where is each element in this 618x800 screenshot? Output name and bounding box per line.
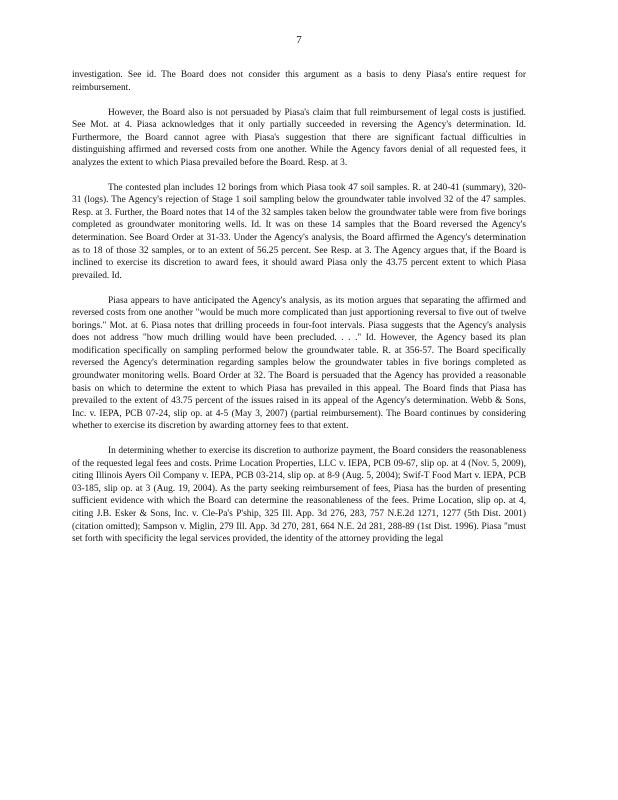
paragraph-continued-investigation: investigation. See id. The Board does not consider this argument as a basis to deny Piasa's entire request for reimbursement. (72, 70, 526, 93)
paragraph-full-reimbursement: However, the Board also is not persuaded by Piasa's claim that full reimbursement of legal costs is justified. See Mot. at 4. Piasa acknowledges that it only partially succeeded in reversing the Agency's determination. Id. Furthermore, the Board cannot agree with Piasa's suggestion that there are significant factual difficulties in distinguishing affirmed and reversed costs from one another. While the Agency favors denial of all requested fees, it analyzes the extent to which Piasa prevailed before the Board. Resp. at 3. (72, 107, 526, 168)
paragraph-contested-plan: The contested plan includes 12 borings from which Piasa took 47 soil samples. R. at 240-41 (summary), 320-31 (logs). The Agency's rejection of Stage 1 soil sampling below the groundwater table involved 32 of the 47 samples. Resp. at 3. Further, the Board notes that 14 of the 32 samples taken below the groundwater table were from five borings completed as groundwater monitoring wells. Id. It was on these 14 samples that the Board reversed the Agency's determination. See Board Order at 31-33. Under the Agency's analysis, the Board affirmed the Agency's determination as to 18 of those 32 samples, or to an extent of 56.25 percent. See Resp. at 3. The Agency argues that, if the Board is inclined to exercise its discretion to award fees, it should award Piasa only the 43.75 percent extent to which Piasa prevailed. Id. (72, 182, 526, 281)
page-number: 7 (296, 34, 302, 46)
paragraph-reasonableness: In determining whether to exercise its discretion to authorize payment, the Board considers the reasonableness of the requested legal fees and costs. Prime Location Properties, LLC v. IEPA, PCB 09-67, slip op. at 4 (Nov. 5, 2009), citing Illinois Ayers Oil Company v. IEPA, PCB 03-214, slip op. at 8-9 (Aug. 5, 2004); Swif-T Food Mart v. IEPA, PCB 03-185, slip op. at 3 (Aug. 19, 2004). As the party seeking reimbursement of fees, Piasa has the burden of presenting sufficient evidence with which the Board can determine the reasonableness of the fees. Prime Location, slip op. at 4, citing J.B. Esker & Sons, Inc. v. Cle-Pa's P'ship, 325 Ill. App. 3d 276, 283, 757 N.E.2d 1271, 1277 (5th Dist. 2001) (citation omitted); Sampson v. Miglin, 279 Ill. App. 3d 270, 281, 664 N.E. 2d 281, 288-89 (1st Dist. 1996). Piasa "must set forth with specificity the legal services provided, the identity of the attorney providing the legal (72, 446, 526, 545)
paragraph-piasa-anticipated: Piasa appears to have anticipated the Agency's analysis, as its motion argues that separating the affirmed and reversed costs from one another "would be much more complicated than just apportioning reversal to five out of twelve borings." Mot. at 6. Piasa notes that drilling proceeds in four-foot intervals. Piasa suggests that the Agency's analysis does not address "how much drilling would have been precluded. . . ." Id. However, the Agency based its plan modification specifically on sampling performed below the groundwater table. R. at 356-57. The Board specifically reversed the Agency's determination regarding samples below the groundwater tables in five borings completed as groundwater monitoring wells. Board Order at 32. The Board is persuaded that the Agency has provided a reasonable basis on which to determine the extent to which Piasa has prevailed in this appeal. The Board finds that Piasa has prevailed to the extent of 43.75 percent of the issues raised in its appeal of the Agency's determination. Webb & Sons, Inc. v. IEPA, PCB 07-24, slip op. at 4-5 (May 3, 2007) (partial reimbursement). The Board continues by considering whether to exercise its discretion by awarding attorney fees to that extent. (72, 295, 526, 432)
